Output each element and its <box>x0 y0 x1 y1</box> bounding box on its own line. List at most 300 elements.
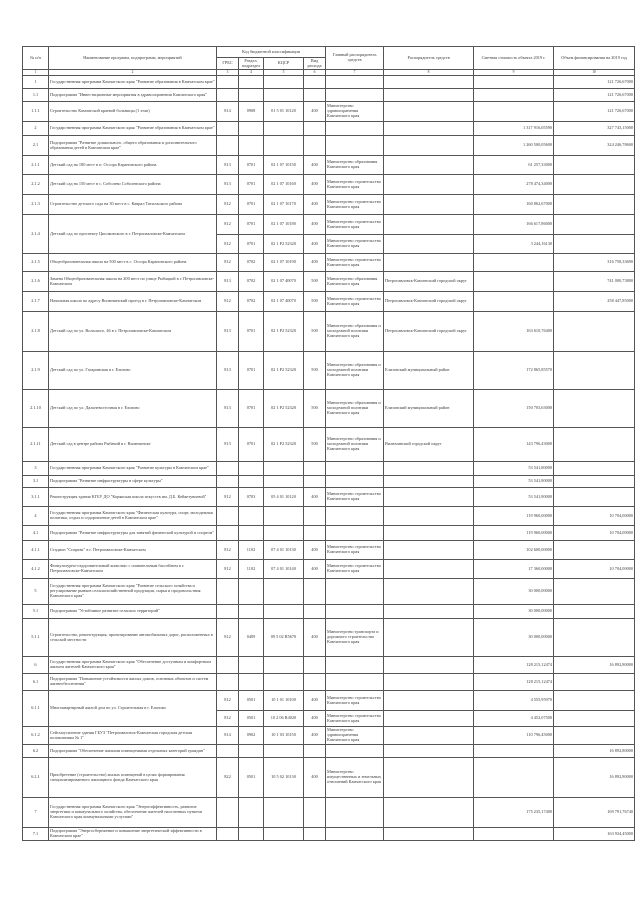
row-kvr-cell: 500 <box>304 292 326 312</box>
row-recipient-cell <box>384 122 474 136</box>
table-row <box>23 156 635 175</box>
row-section-cell <box>239 605 264 619</box>
row-recipient-cell <box>384 745 474 758</box>
row-kcsr-cell <box>264 605 304 619</box>
row-recipient-cell <box>384 195 474 215</box>
row-main-manager-cell: Министерство образования Камчатского края <box>326 272 384 292</box>
row-grbs-cell: 814 <box>217 102 239 122</box>
row-number-cell: 7 <box>23 798 49 828</box>
row-volume-cell <box>554 488 635 507</box>
row-kvr-cell: 400 <box>304 235 326 254</box>
row-kvr-cell: 400 <box>304 619 326 657</box>
row-recipient-cell <box>384 798 474 828</box>
row-number-cell: 2.1.4 <box>23 215 49 254</box>
row-section-cell <box>239 798 264 828</box>
row-kcsr-cell <box>264 136 304 156</box>
row-grbs-cell: 812 <box>217 195 239 215</box>
row-recipient-cell <box>384 727 474 745</box>
row-name-cell: Подпрограмма "Инвестиционные мероприятия в здравоохранении Камчатского края" <box>49 89 217 102</box>
header-main-manager: Главный распорядитель средств <box>326 47 384 70</box>
row-recipient-cell <box>384 102 474 122</box>
row-number-cell: 2 <box>23 122 49 136</box>
row-kcsr-cell <box>264 674 304 691</box>
row-section-cell: 0701 <box>239 235 264 254</box>
row-grbs-cell <box>217 122 239 136</box>
row-name-cell: Государственная программа Камчатского края "Развитие образования в Камчатском крае" <box>49 122 217 136</box>
row-kvr-cell: 500 <box>304 272 326 292</box>
row-name-cell: Государственная программа Камчатского края "Развитие сельского хозяйства и регулирование рынков сельскохозяйственной продукции, сырья и продовольствия Камчатского края" <box>49 579 217 605</box>
row-cost-cell: 53 541,80000 <box>474 488 554 507</box>
row-name-cell: Реконструкция здания КГБУ ДО "Корякская школа искусств им. Д.Б. Кейкетувьевой" <box>49 488 217 507</box>
row-number-cell: 2.1 <box>23 136 49 156</box>
row-name-cell: Подпрограмма "Обеспечение жилыми помещениями отдельных категорий граждан" <box>49 745 217 758</box>
row-cost-cell <box>474 76 554 89</box>
row-cost-cell: 30 000,00000 <box>474 605 554 619</box>
row-recipient-cell <box>384 507 474 526</box>
row-main-manager-cell <box>326 476 384 488</box>
row-grbs-cell: 813 <box>217 390 239 428</box>
row-grbs-cell: 812 <box>217 235 239 254</box>
row-cost-cell <box>474 292 554 312</box>
row-volume-cell: 10 704,00000 <box>554 560 635 579</box>
row-section-cell: 0701 <box>239 312 264 352</box>
row-kcsr-cell: 02 1 07 10190 <box>264 254 304 272</box>
row-volume-cell <box>554 195 635 215</box>
row-name-cell: Детский сад по ул. Гагаринская в г. Елизово <box>49 352 217 390</box>
row-section-cell: 0701 <box>239 390 264 428</box>
row-section-cell: 0701 <box>239 195 264 215</box>
row-recipient-cell: Елизовский муниципальный район <box>384 352 474 390</box>
row-recipient-cell: Елизовский муниципальный район <box>384 390 474 428</box>
row-section-cell <box>239 507 264 526</box>
row-cost-cell: 61 257,33000 <box>474 156 554 175</box>
row-recipient-cell <box>384 462 474 476</box>
row-name-cell: Начальная школа по адресу Вилючинский проезд в г. Петропавловске-Камчатском <box>49 292 217 312</box>
row-section-cell: 1102 <box>239 560 264 579</box>
row-name-cell: Сейсмоусиление здания ГБУЗ "Петропавловск-Камчатская городская детская поликлиника № 1" <box>49 727 217 745</box>
row-recipient-cell: Вилючинский городской округ <box>384 428 474 462</box>
table-row <box>23 605 635 619</box>
row-name-cell: Государственная программа Камчатского края "Физическая культура, спорт, молодежная политика, отдых и оздоровление детей в Камчатском крае" <box>49 507 217 526</box>
row-volume-cell <box>554 476 635 488</box>
row-section-cell: 0409 <box>239 619 264 657</box>
header-name: Наименование программ, подпрограмм, мероприятий <box>49 47 217 70</box>
row-section-cell: 1102 <box>239 541 264 560</box>
table-row <box>23 727 635 745</box>
table-row <box>23 560 635 579</box>
row-section-cell <box>239 526 264 541</box>
row-main-manager-cell: Министерство образования Камчатского края <box>326 156 384 175</box>
row-main-manager-cell: Министерство строительства Камчатского края <box>326 488 384 507</box>
table-row <box>23 312 635 352</box>
row-recipient-cell <box>384 156 474 175</box>
row-section-cell: 0701 <box>239 215 264 235</box>
row-section-cell <box>239 462 264 476</box>
row-recipient-cell <box>384 526 474 541</box>
row-grbs-cell: 813 <box>217 428 239 462</box>
row-kcsr-cell: 10 1 03 10150 <box>264 727 304 745</box>
table-row <box>23 674 635 691</box>
row-main-manager-cell: Министерство имущественных и земельных отношений Камчатского края <box>326 758 384 798</box>
row-kvr-cell: 400 <box>304 560 326 579</box>
row-main-manager-cell: Министерство строительства Камчатского края <box>326 175 384 195</box>
row-section-cell: 0701 <box>239 156 264 175</box>
row-number-cell: 2.1.9 <box>23 352 49 390</box>
row-kvr-cell <box>304 136 326 156</box>
row-name-cell: Детский сад по ул. Вольского, 46 в г. Петропавловске-Камчатском <box>49 312 217 352</box>
row-grbs-cell <box>217 136 239 156</box>
row-number-cell: 1.1.1 <box>23 102 49 122</box>
row-recipient-cell: Петропавловск-Камчатский городской округ <box>384 312 474 352</box>
row-recipient-cell <box>384 89 474 102</box>
row-number-cell: 3.1.1 <box>23 488 49 507</box>
row-kvr-cell: 400 <box>304 254 326 272</box>
table-row <box>23 488 635 507</box>
row-kvr-cell <box>304 828 326 841</box>
row-grbs-cell: 812 <box>217 691 239 711</box>
row-section-cell <box>239 828 264 841</box>
row-kcsr-cell: 02 1 07 10180 <box>264 215 304 235</box>
row-cost-cell: 102 600,00000 <box>474 541 554 560</box>
row-cost-cell: 3 244,16130 <box>474 235 554 254</box>
row-number-cell: 1.1 <box>23 89 49 102</box>
row-grbs-cell: 813 <box>217 272 239 292</box>
row-volume-cell: 324 246,78600 <box>554 136 635 156</box>
row-section-cell <box>239 136 264 156</box>
row-number-cell: 2.1.5 <box>23 254 49 272</box>
row-main-manager-cell <box>326 605 384 619</box>
row-volume-cell <box>554 711 635 727</box>
row-kvr-cell <box>304 76 326 89</box>
row-volume-cell <box>554 352 635 390</box>
row-name-cell: Подпрограмма "Устойчивое развитие сельских территорий" <box>49 605 217 619</box>
row-number-cell: 1 <box>23 76 49 89</box>
row-cost-cell: 53 541,80000 <box>474 462 554 476</box>
row-number-cell: 4 <box>23 507 49 526</box>
row-section-cell <box>239 122 264 136</box>
row-kvr-cell <box>304 745 326 758</box>
row-kvr-cell: 500 <box>304 390 326 428</box>
row-kcsr-cell <box>264 579 304 605</box>
row-number-cell: 6.1.1 <box>23 691 49 727</box>
row-cost-cell: 128 215,12474 <box>474 674 554 691</box>
row-kcsr-cell <box>264 89 304 102</box>
row-kvr-cell: 400 <box>304 175 326 195</box>
table-row <box>23 195 635 215</box>
header-number: № п/п <box>23 47 49 70</box>
row-grbs-cell <box>217 526 239 541</box>
row-cost-cell <box>474 745 554 758</box>
table-row <box>23 122 635 136</box>
row-number-cell: 5.1 <box>23 605 49 619</box>
row-kvr-cell <box>304 89 326 102</box>
row-grbs-cell <box>217 798 239 828</box>
row-volume-cell <box>554 462 635 476</box>
row-kcsr-cell: 02 1 07 10150 <box>264 156 304 175</box>
row-main-manager-cell <box>326 507 384 526</box>
row-cost-cell: 166 617,86000 <box>474 215 554 235</box>
row-kcsr-cell <box>264 828 304 841</box>
row-name-cell: Детский сад на 180 мест в п. Оссора Карагинского района <box>49 156 217 175</box>
row-kvr-cell: 500 <box>304 312 326 352</box>
row-main-manager-cell <box>326 657 384 674</box>
row-section-cell: 0702 <box>239 272 264 292</box>
row-name-cell: Государственная программа Камчатского края "Развитие образования в Камчатском крае" <box>49 76 217 89</box>
row-cost-cell: 17 360,00000 <box>474 560 554 579</box>
row-kvr-cell: 400 <box>304 156 326 175</box>
row-cost-cell: 4 452,07500 <box>474 711 554 727</box>
column-index-cell: 10 <box>554 70 635 76</box>
row-volume-cell: 121 726,67000 <box>554 89 635 102</box>
row-cost-cell: 172 865,85570 <box>474 352 554 390</box>
row-volume-cell <box>554 156 635 175</box>
row-volume-cell: 163 934,45000 <box>554 828 635 841</box>
row-kvr-cell: 400 <box>304 541 326 560</box>
row-number-cell: 4.1.2 <box>23 560 49 579</box>
row-recipient-cell <box>384 674 474 691</box>
row-grbs-cell: 812 <box>217 292 239 312</box>
row-section-cell <box>239 657 264 674</box>
table-row <box>23 758 635 798</box>
header-section: Раздел, подраздел <box>239 58 264 70</box>
row-name-cell: Многоквартирный жилой дом по ул. Строительная в г. Елизово <box>49 691 217 727</box>
row-grbs-cell <box>217 476 239 488</box>
row-volume-cell: 741 000,73800 <box>554 272 635 292</box>
row-section-cell: 0501 <box>239 711 264 727</box>
row-section-cell: 0701 <box>239 175 264 195</box>
row-name-cell: Государственная программа Камчатского края "Обеспечение доступным и комфортным жильем жителей Камчатского края" <box>49 657 217 674</box>
row-kcsr-cell <box>264 476 304 488</box>
row-main-manager-cell: Министерство здравоохранения Камчатского края <box>326 727 384 745</box>
row-kcsr-cell: 09 5 02 R5670 <box>264 619 304 657</box>
table-row <box>23 526 635 541</box>
row-section-cell <box>239 579 264 605</box>
row-volume-cell: 10 704,00000 <box>554 526 635 541</box>
row-kcsr-cell <box>264 507 304 526</box>
row-cost-cell <box>474 254 554 272</box>
row-main-manager-cell: Министерство строительства Камчатского края <box>326 560 384 579</box>
table-row <box>23 272 635 292</box>
row-volume-cell <box>554 235 635 254</box>
row-name-cell: Замена Общеобразовательная школа на 200 мест по улице Рыбацкой в г. Петропавловске-Камчатском <box>49 272 217 292</box>
row-name-cell: Государственная программа Камчатского края "Энергоэффективность, развитие энергетики и коммунального хозяйства, обеспечение жителей населенных пунктов Камчатского края коммунальными услугами" <box>49 798 217 828</box>
row-main-manager-cell: Министерство образования и молодежной политики Камчатского края <box>326 390 384 428</box>
row-recipient-cell: Петропавловск-Камчатский городской округ <box>384 272 474 292</box>
table-row <box>23 390 635 428</box>
row-cost-cell: 160 862,67000 <box>474 195 554 215</box>
row-kvr-cell <box>304 657 326 674</box>
header-volume-2019: Объем финансирования на 2019 год <box>554 47 635 70</box>
row-grbs-cell: 812 <box>217 619 239 657</box>
column-index-cell: 2 <box>49 70 217 76</box>
row-kvr-cell <box>304 579 326 605</box>
row-grbs-cell: 812 <box>217 254 239 272</box>
table-row <box>23 691 635 711</box>
row-volume-cell <box>554 428 635 462</box>
row-main-manager-cell <box>326 828 384 841</box>
row-kcsr-cell <box>264 462 304 476</box>
row-kcsr-cell <box>264 745 304 758</box>
table-row <box>23 579 635 605</box>
row-main-manager-cell <box>326 526 384 541</box>
column-index-cell: 1 <box>23 70 49 76</box>
row-kvr-cell: 400 <box>304 711 326 727</box>
row-number-cell: 6.2.1 <box>23 758 49 798</box>
row-kcsr-cell: 02 1 P2 52320 <box>264 352 304 390</box>
row-recipient-cell <box>384 691 474 711</box>
row-kcsr-cell: 02 1 P2 52320 <box>264 312 304 352</box>
row-section-cell <box>239 745 264 758</box>
row-number-cell: 4.1.1 <box>23 541 49 560</box>
table-row <box>23 215 635 235</box>
column-index-cell: 6 <box>304 70 326 76</box>
row-kcsr-cell <box>264 798 304 828</box>
row-main-manager-cell: Министерство здравоохранения Камчатского края <box>326 102 384 122</box>
row-kvr-cell <box>304 507 326 526</box>
row-grbs-cell <box>217 745 239 758</box>
row-section-cell: 0902 <box>239 727 264 745</box>
table-row <box>23 798 635 828</box>
table-row <box>23 745 635 758</box>
row-kcsr-cell: 02 1 P2 52320 <box>264 235 304 254</box>
row-section-cell <box>239 476 264 488</box>
row-kvr-cell: 400 <box>304 488 326 507</box>
row-volume-cell <box>554 579 635 605</box>
row-grbs-cell <box>217 462 239 476</box>
row-name-cell: Стадион "Спартак" в г. Петропавловске-Камчатском <box>49 541 217 560</box>
row-recipient-cell <box>384 175 474 195</box>
row-volume-cell <box>554 175 635 195</box>
row-name-cell: Детский сад по проспекту Циолковского в г. Петропавловске-Камчатском <box>49 215 217 254</box>
row-kvr-cell: 400 <box>304 691 326 711</box>
row-kcsr-cell <box>264 657 304 674</box>
row-kcsr-cell: 10 1 01 10100 <box>264 691 304 711</box>
row-kvr-cell <box>304 798 326 828</box>
row-volume-cell: 121 726,67000 <box>554 76 635 89</box>
row-number-cell: 6 <box>23 657 49 674</box>
row-name-cell: Подпрограмма "Энергосбережение и повышение энергетической эффективности в Камчатском крае" <box>49 828 217 841</box>
row-grbs-cell: 812 <box>217 215 239 235</box>
row-recipient-cell <box>384 476 474 488</box>
row-recipient-cell: Петропавловск-Камчатский городской округ <box>384 292 474 312</box>
row-kvr-cell <box>304 674 326 691</box>
row-recipient-cell <box>384 215 474 235</box>
row-section-cell: 0908 <box>239 102 264 122</box>
row-main-manager-cell: Министерство строительства Камчатского края <box>326 691 384 711</box>
row-kvr-cell: 400 <box>304 102 326 122</box>
row-cost-cell: 143 796,43000 <box>474 428 554 462</box>
row-grbs-cell <box>217 657 239 674</box>
row-number-cell: 2.1.7 <box>23 292 49 312</box>
table-row <box>23 828 635 841</box>
row-grbs-cell: 813 <box>217 312 239 352</box>
row-kcsr-cell <box>264 122 304 136</box>
header-cost-2019: Сметная стоимость объекта 2019 г. <box>474 47 554 70</box>
table-body <box>23 76 635 841</box>
row-kcsr-cell: 02 1 07 10160 <box>264 175 304 195</box>
row-volume-cell <box>554 691 635 711</box>
row-cost-cell: 110 796,45000 <box>474 727 554 745</box>
table-row <box>23 254 635 272</box>
row-main-manager-cell <box>326 136 384 156</box>
row-cost-cell <box>474 89 554 102</box>
table-row <box>23 619 635 657</box>
row-main-manager-cell: Министерство транспорта и дорожного строительства Камчатского края <box>326 619 384 657</box>
row-section-cell: 0701 <box>239 352 264 390</box>
row-recipient-cell <box>384 657 474 674</box>
row-kcsr-cell: 01 5 01 10120 <box>264 102 304 122</box>
row-volume-cell: 16 892,80000 <box>554 657 635 674</box>
table-row <box>23 476 635 488</box>
row-cost-cell <box>474 758 554 798</box>
row-grbs-cell <box>217 674 239 691</box>
row-main-manager-cell <box>326 798 384 828</box>
table-row <box>23 89 635 102</box>
row-number-cell: 2.1.3 <box>23 195 49 215</box>
row-recipient-cell <box>384 560 474 579</box>
column-index-cell: 5 <box>264 70 304 76</box>
row-volume-cell <box>554 674 635 691</box>
row-volume-cell <box>554 312 635 352</box>
row-grbs-cell <box>217 579 239 605</box>
row-cost-cell: 30 000,00000 <box>474 619 554 657</box>
header-recipient: Распорядитель средств <box>384 47 474 70</box>
column-index-cell: 7 <box>326 70 384 76</box>
row-grbs-cell: 813 <box>217 175 239 195</box>
table-row <box>23 136 635 156</box>
row-recipient-cell <box>384 579 474 605</box>
row-recipient-cell <box>384 758 474 798</box>
row-recipient-cell <box>384 76 474 89</box>
column-index-cell: 9 <box>474 70 554 76</box>
row-name-cell: Детский сад на 150 мест в с. Соболево Соболевского района <box>49 175 217 195</box>
row-name-cell: Общеобразовательная школа на 500 мест в с. Оссора Карагинского района <box>49 254 217 272</box>
row-cost-cell <box>474 272 554 292</box>
row-volume-cell <box>554 215 635 235</box>
row-recipient-cell <box>384 605 474 619</box>
row-volume-cell: 16 892,80000 <box>554 758 635 798</box>
row-main-manager-cell <box>326 122 384 136</box>
row-cost-cell: 175 235,17400 <box>474 798 554 828</box>
row-main-manager-cell: Министерство образования и молодежной политики Камчатского края <box>326 312 384 352</box>
header-kvr: Вид расхода <box>304 58 326 70</box>
row-main-manager-cell <box>326 674 384 691</box>
row-kvr-cell: 400 <box>304 195 326 215</box>
row-grbs-cell: 812 <box>217 488 239 507</box>
budget-table <box>22 46 635 841</box>
row-name-cell: Детский сад по ул. Дальневосточная в г. Елизово <box>49 390 217 428</box>
table-row <box>23 352 635 390</box>
row-number-cell: 2.1.1 <box>23 156 49 175</box>
row-grbs-cell <box>217 828 239 841</box>
row-grbs-cell: 822 <box>217 758 239 798</box>
row-recipient-cell <box>384 235 474 254</box>
row-grbs-cell <box>217 507 239 526</box>
row-volume-cell: 316 758,33690 <box>554 254 635 272</box>
row-cost-cell <box>474 828 554 841</box>
table-row <box>23 541 635 560</box>
row-number-cell: 5.1.1 <box>23 619 49 657</box>
row-main-manager-cell: Министерство строительства Камчатского края <box>326 541 384 560</box>
row-section-cell: 0501 <box>239 691 264 711</box>
table-row <box>23 292 635 312</box>
row-volume-cell <box>554 390 635 428</box>
row-recipient-cell <box>384 828 474 841</box>
row-grbs-cell <box>217 605 239 619</box>
row-kcsr-cell: 02 1 P2 52320 <box>264 428 304 462</box>
row-main-manager-cell: Министерство строительства Камчатского края <box>326 195 384 215</box>
row-kcsr-cell: 02 1 07 40070 <box>264 292 304 312</box>
